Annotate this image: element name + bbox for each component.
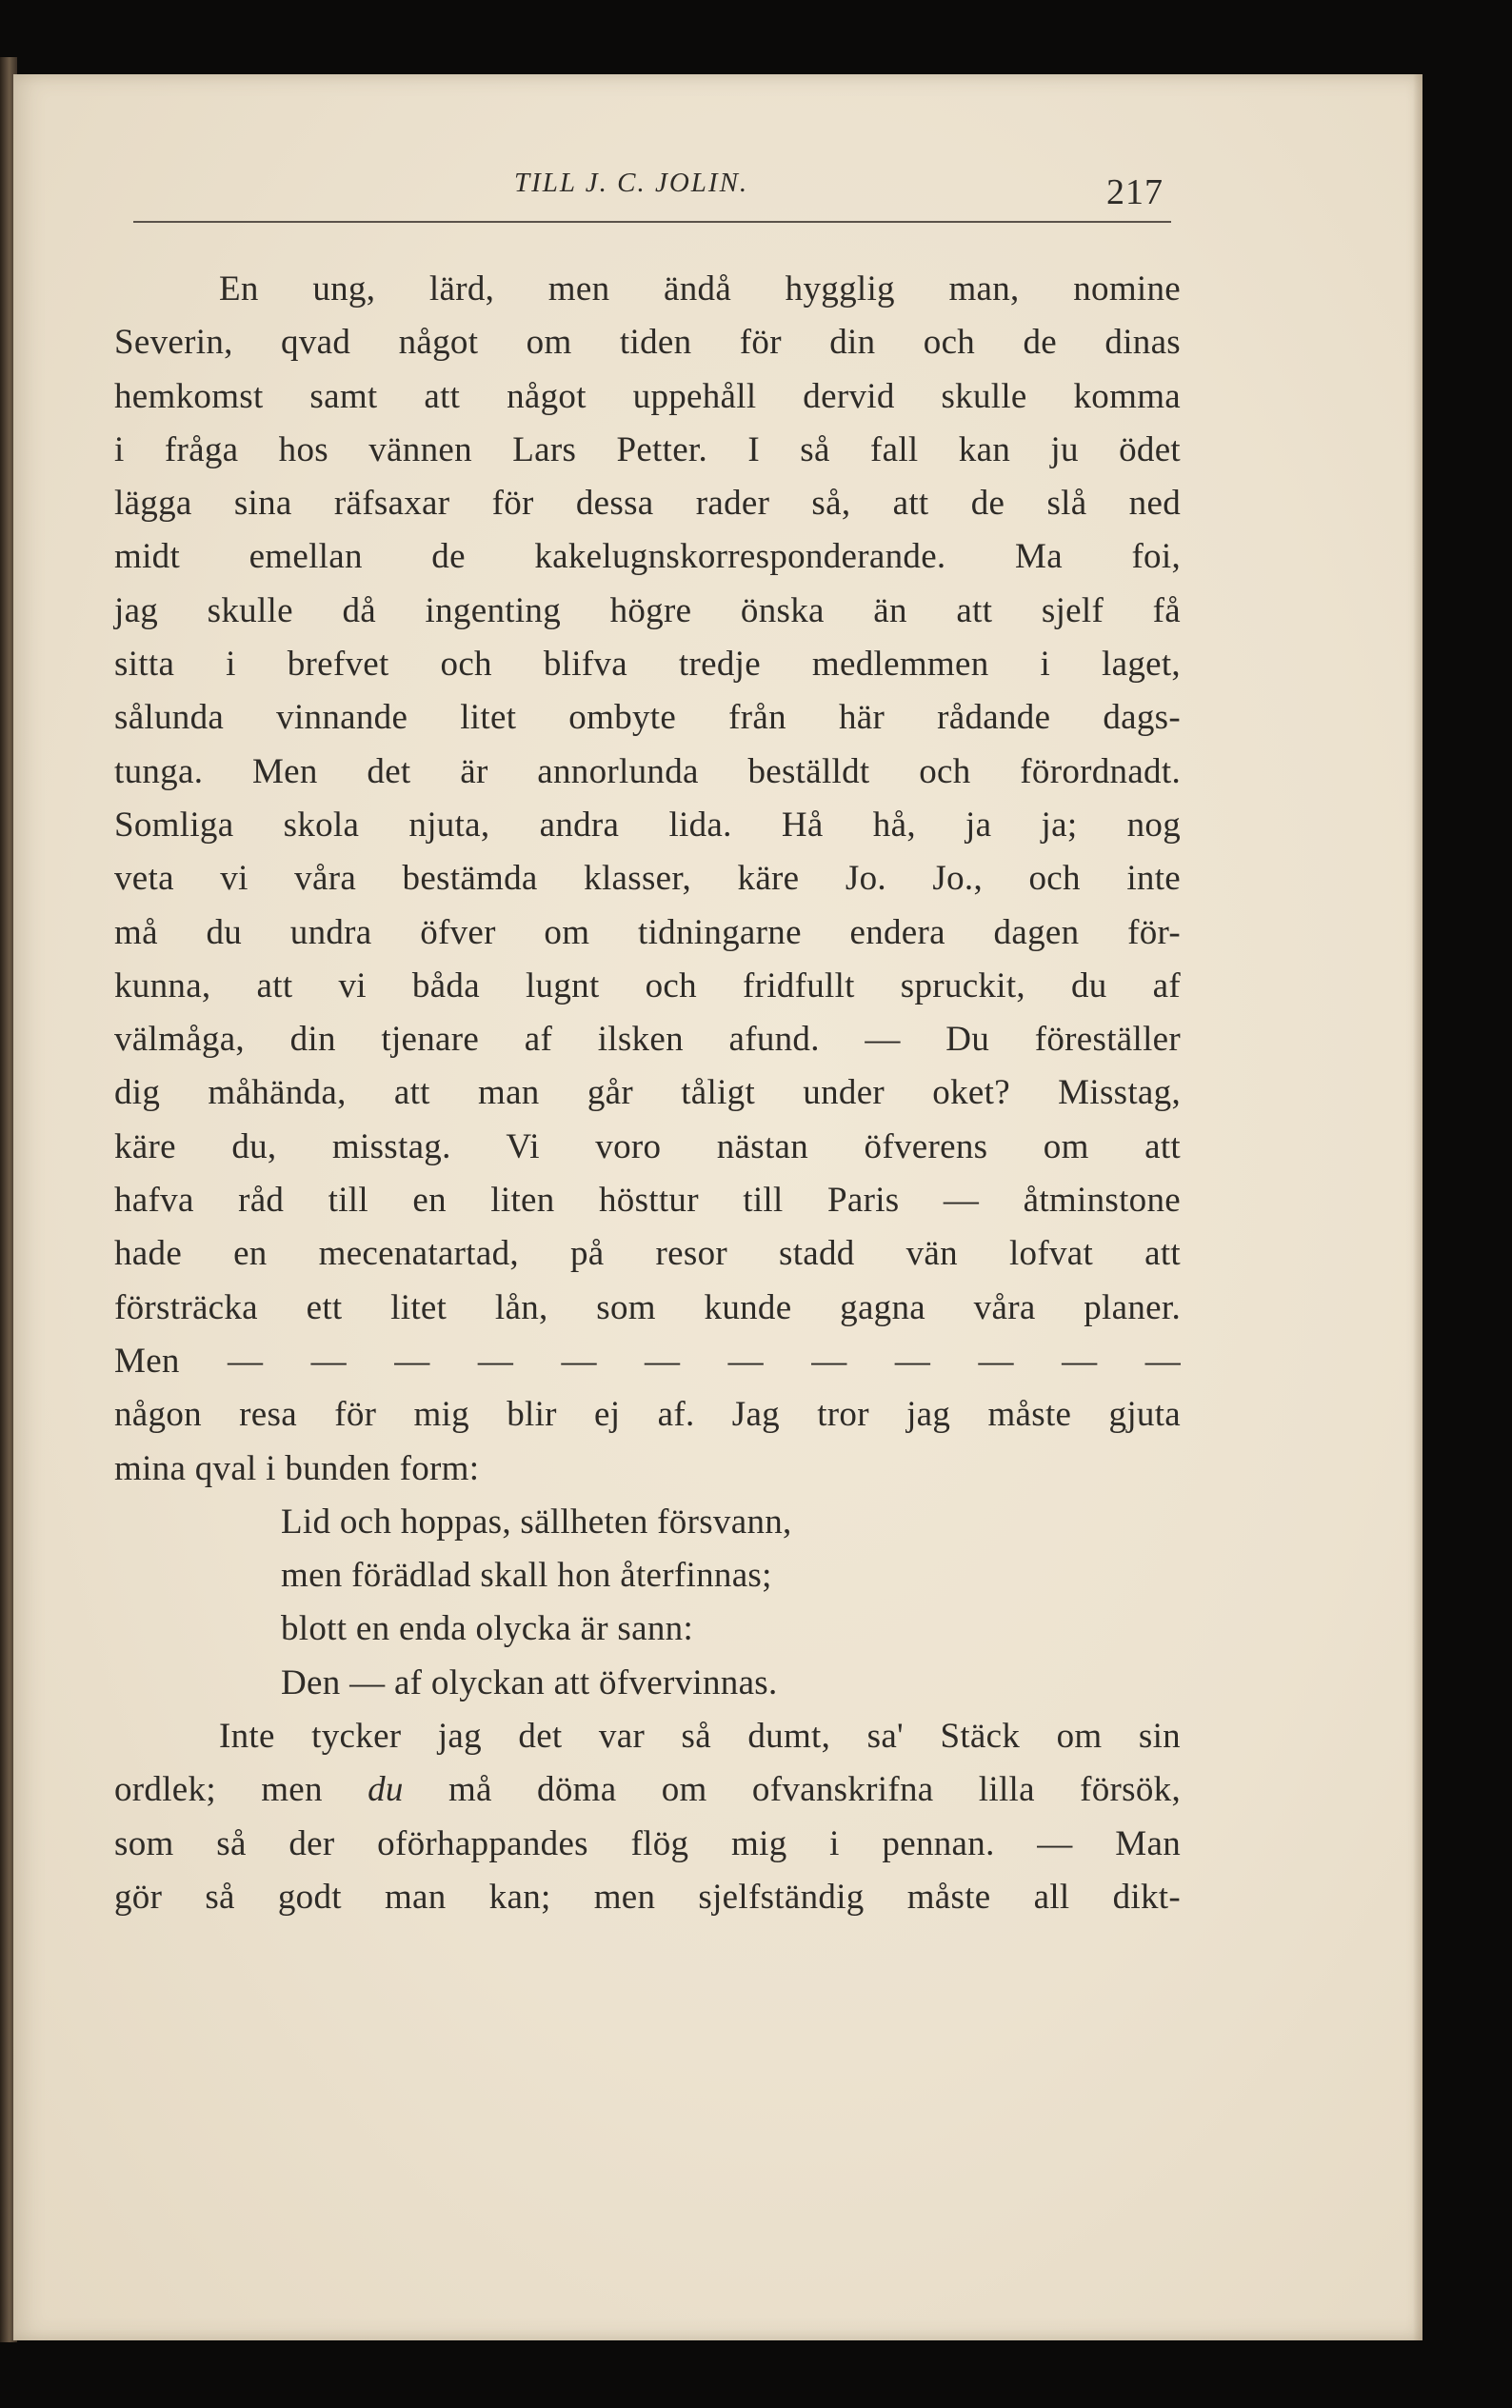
text-line: sålunda vinnande litet ombyte från här rådande dags- <box>114 698 1181 738</box>
text-line: kunna, att vi båda lugnt och fridfullt spruckit, du af <box>114 965 1181 1005</box>
text-line: hemkomst samt att något uppehåll dervid skulle komma <box>114 376 1181 416</box>
text-line: tunga. Men det är annorlunda beställdt och förordnadt. <box>114 751 1181 791</box>
text-line: försträcka ett litet lån, som kunde gagna våra planer. <box>114 1287 1181 1327</box>
verse-line: Lid och hoppas, sällheten försvann, <box>281 1502 792 1542</box>
verse-line: men förädlad skall hon återfinnas; <box>281 1556 772 1596</box>
text-line: Inte tycker jag det var så dumt, sa' Stäck om sin <box>219 1717 1181 1757</box>
text-line: hade en mecenatartad, på resor stadd vän lofvat att <box>114 1234 1181 1274</box>
text-line: midt emellan de kakelugnskorresponderande. Ma foi, <box>114 537 1181 577</box>
text-line: sitta i brefvet och blifva tredje medlemmen i laget, <box>114 645 1181 685</box>
text-line: mina qval i bunden form: <box>114 1448 480 1488</box>
text-line: veta vi våra bestämda klasser, käre Jo. Jo., och inte <box>114 859 1181 899</box>
text-line: må du undra öfver om tidningarne endera dagen för- <box>114 912 1181 952</box>
text-segment: må döma om ofvanskrifna lilla försök, <box>403 1770 1181 1810</box>
text-line: Severin, qvad något om tiden för din och de dinas <box>114 323 1181 363</box>
text-line: välmåga, din tjenare af ilsken afund. — Du föreställer <box>114 1020 1181 1060</box>
text-line: lägga sina räfsaxar för dessa rader så, att de slå ned <box>114 484 1181 524</box>
text-line: dig måhända, att man går tåligt under oket? Misstag, <box>114 1073 1181 1113</box>
text-line: som så der oförhappandes flög mig i pennan. — Man <box>114 1823 1181 1863</box>
verse-line: Den — af olyckan att öfvervinnas. <box>281 1662 778 1702</box>
page-edge <box>1413 74 1422 2340</box>
text-line: Men — — — — — — — — — — — — <box>114 1341 1181 1381</box>
text-line: En ung, lärd, men ändå hygglig man, nomine <box>219 269 1181 308</box>
text-line: gör så godt man kan; men sjelfständig måste all dikt- <box>114 1877 1181 1917</box>
text-line: hafva råd till en liten hösttur till Paris — åtminstone <box>114 1181 1181 1221</box>
verse-line: blott en enda olycka är sann: <box>281 1609 694 1649</box>
text-line <box>114 1763 1181 1817</box>
text-line: någon resa för mig blir ej af. Jag tror jag måste gjuta <box>114 1395 1181 1435</box>
page-number: 217 <box>1106 172 1164 212</box>
text-line: jag skulle då ingenting högre önska än att sjelf få <box>114 590 1181 630</box>
text-line: Somliga skola njuta, andra lida. Hå hå, ja ja; nog <box>114 805 1181 845</box>
text-line: käre du, misstag. Vi voro nästan öfverens om att <box>114 1126 1181 1166</box>
body-text <box>114 263 1181 1924</box>
running-head: TILL J. C. JOLIN. <box>514 168 749 198</box>
emphasis-text: du <box>368 1770 404 1810</box>
header-rule <box>133 221 1171 223</box>
text-line: i fråga hos vännen Lars Petter. I så fall kan ju ödet <box>114 429 1181 469</box>
text-segment: ordlek; men <box>114 1770 368 1810</box>
